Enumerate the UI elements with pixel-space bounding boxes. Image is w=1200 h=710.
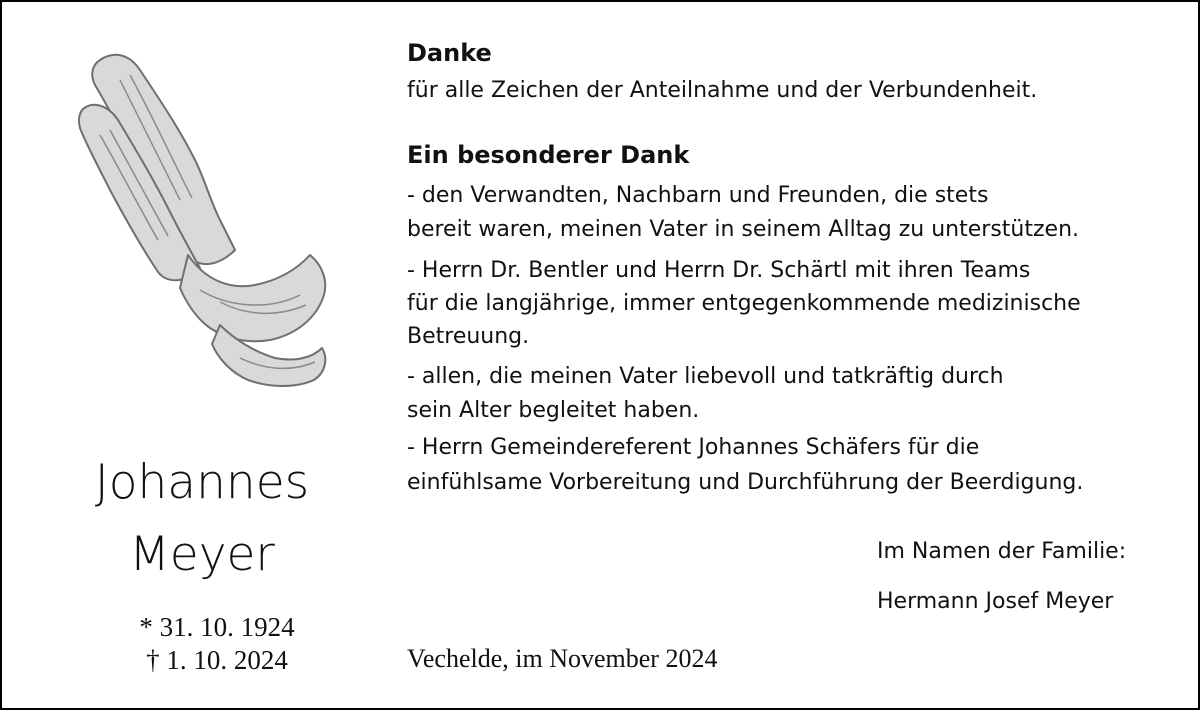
signature-intro: Im Namen der Familie: bbox=[877, 539, 1127, 564]
signature-name: Hermann Josef Meyer bbox=[877, 589, 1114, 614]
place-date: Vechelde, im November 2024 bbox=[407, 644, 718, 673]
special-thanks-line: für die langjährige, immer entgegenkommende medizinische bbox=[407, 291, 1081, 316]
birth-date: * 31. 10. 1924 bbox=[139, 612, 295, 642]
thanks-line: für alle Zeichen der Anteilnahme und der Verbundenheit. bbox=[407, 78, 1038, 103]
deceased-first-name: Johannes bbox=[94, 455, 310, 510]
special-thanks-line: einfühlsame Vorbereitung und Durchführung der Beerdigung. bbox=[407, 470, 1084, 495]
special-thanks-line: bereit waren, meinen Vater in seinem Alltag zu unterstützen. bbox=[407, 217, 1079, 242]
special-thanks-line: sein Alter begleitet haben. bbox=[407, 398, 700, 423]
special-thanks-line: - den Verwandten, Nachbarn und Freunden, die stets bbox=[407, 183, 989, 208]
special-thanks-line: - allen, die meinen Vater liebevoll und tatkräftig durch bbox=[407, 364, 1004, 389]
deceased-last-name: Meyer bbox=[129, 527, 275, 582]
special-thanks-line: - Herrn Dr. Bentler und Herrn Dr. Schärtl mit ihren Teams bbox=[407, 258, 1031, 283]
thanks-heading: Danke bbox=[407, 39, 492, 67]
special-thanks-heading: Ein besonderer Dank bbox=[407, 141, 690, 169]
praying-hands-icon bbox=[70, 40, 340, 390]
death-date: † 1. 10. 2024 bbox=[146, 645, 288, 675]
special-thanks-line: - Herrn Gemeindereferent Johannes Schäfers für die bbox=[407, 435, 980, 460]
special-thanks-line: Betreuung. bbox=[407, 324, 530, 349]
